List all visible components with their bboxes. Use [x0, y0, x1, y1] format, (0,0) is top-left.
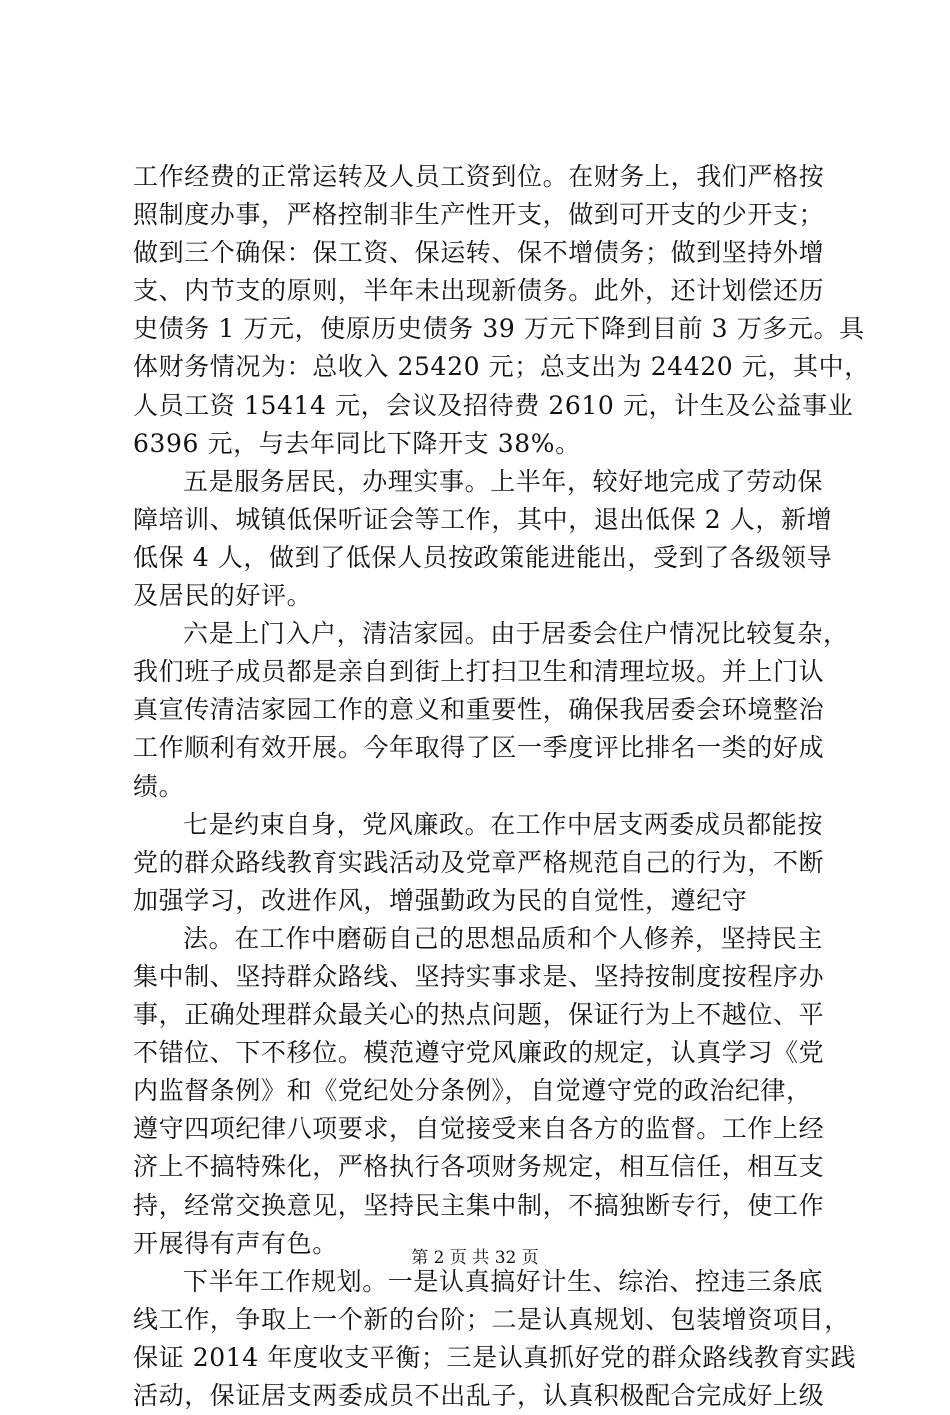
- text-line: 人员工资 15414 元，会议及招待费 2610 元，计生及公益事业: [133, 390, 854, 420]
- text-line: 障培训、城镇低保听证会等工作，其中，退出低保 2 人，新增: [133, 504, 833, 534]
- text-line: 我们班子成员都是亲自到街上打扫卫生和清理垃圾。并上门认: [133, 657, 825, 687]
- text-line: 集中制、坚持群众路线、坚持实事求是、坚持按制度按程序办: [133, 961, 825, 991]
- text-line: 体财务情况为：总收入 25420 元；总支出为 24420 元，其中，: [133, 352, 870, 382]
- text-line: 六是上门入户，清洁家园。由于居委会住户情况比较复杂，: [183, 619, 849, 649]
- text-line: 真宣传清洁家园工作的意义和重要性，确保我居委会环境整治: [133, 695, 825, 725]
- text-line: 内监督条例》和《党纪处分条例》，自觉遵守党的政治纪律，: [133, 1076, 812, 1106]
- page-footer: 第 2 页 共 32 页: [411, 1248, 539, 1268]
- text-line: 6396 元，与去年同比下降开支 38%。: [133, 428, 581, 458]
- text-line: 史债务 1 万元，使原历史债务 39 万元下降到目前 3 万多元。具: [133, 314, 865, 344]
- text-line: 济上不搞特殊化，严格执行各项财务规定，相互信任，相互支: [133, 1152, 825, 1182]
- text-line: 不错位、下不移位。模范遵守党风廉政的规定，认真学习《党: [133, 1038, 825, 1068]
- text-line: 加强学习，改进作风，增强勤政为民的自觉性，遵纪守: [133, 885, 748, 915]
- text-line: 开展得有声有色。: [133, 1228, 338, 1258]
- text-line: 绩。: [133, 771, 185, 801]
- text-line: 低保 4 人，做到了低保人员按政策能进能出，受到了各级领导: [133, 542, 833, 572]
- text-line: 法。在工作中磨砺自己的思想品质和个人修养，坚持民主: [183, 923, 824, 953]
- text-line: 支、内节支的原则，半年未出现新债务。此外，还计划偿还历: [133, 276, 825, 306]
- text-line: 工作顺利有效开展。今年取得了区一季度评比排名一类的好成: [133, 733, 825, 763]
- text-line: 事，正确处理群众最关心的热点问题，保证行为上不越位、平: [133, 1000, 825, 1030]
- text-line: 党的群众路线教育实践活动及党章严格规范自己的行为，不断: [133, 847, 825, 877]
- text-line: 活动，保证居支两委成员不出乱子，认真积极配合完成好上级: [133, 1381, 825, 1410]
- text-line: 保证 2014 年度收支平衡；三是认真抓好党的群众路线教育实践: [133, 1342, 857, 1372]
- text-line: 遵守四项纪律八项要求，自觉接受来自各方的监督。工作上经: [133, 1114, 825, 1144]
- body-text: [133, 158, 870, 1415]
- text-line: 七是约束自身，党风廉政。在工作中居支两委成员都能按: [183, 809, 824, 839]
- text-line: 及居民的好评。: [133, 581, 313, 611]
- text-line: 五是服务居民，办理实事。上半年，较好地完成了劳动保: [183, 466, 824, 496]
- text-line: 持，经常交换意见，坚持民主集中制，不搞独断专行，使工作: [133, 1190, 825, 1220]
- text-line: 下半年工作规划。一是认真搞好计生、综治、控违三条底: [183, 1266, 824, 1296]
- text-line: 工作经费的正常运转及人员工资到位。在财务上，我们严格按: [133, 162, 825, 191]
- text-line: 做到三个确保：保工资、保运转、保不增债务；做到坚持外增: [133, 238, 825, 268]
- text-line: 照制度办事，严格控制非生产性开支，做到可开支的少开支；: [133, 200, 825, 230]
- text-line: 线工作，争取上一个新的台阶；二是认真规划、包装增资项目，: [133, 1304, 850, 1334]
